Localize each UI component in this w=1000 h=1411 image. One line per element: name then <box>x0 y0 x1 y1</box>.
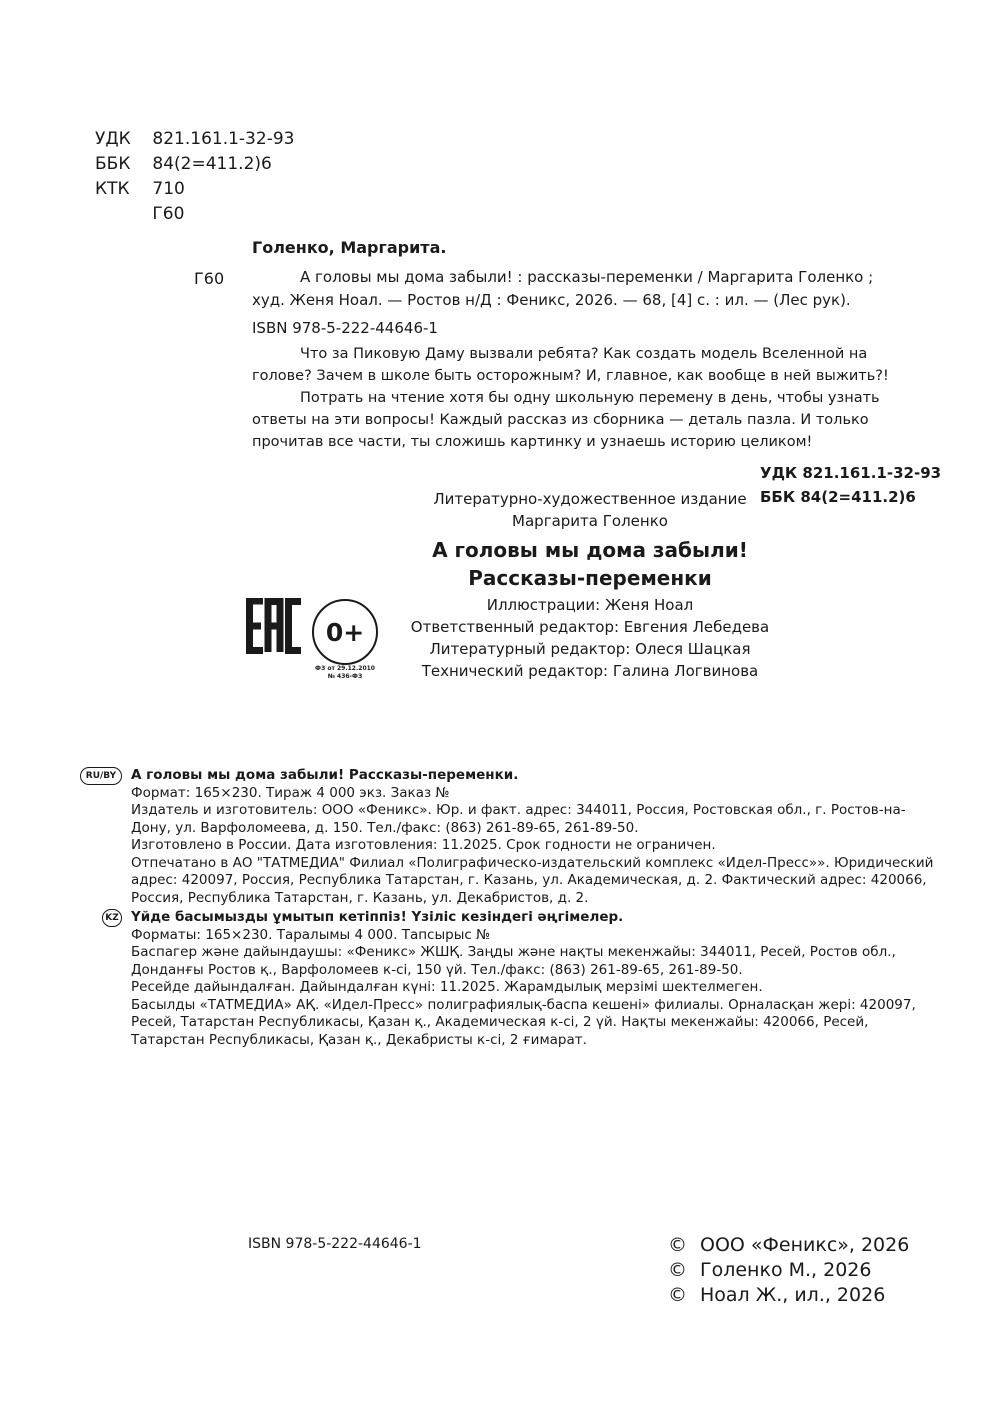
imprint-kz-title: Үйде басымызды ұмытып кетіппіз! Үзіліс кезіндегі әңгімелер. <box>131 909 624 925</box>
bbk-value: 84(2=411.2)6 <box>152 154 272 174</box>
imprint-kz-line: Ресейде дайындалған. Дайындалған күні: 11.2025. Жарамдылық мерзімі шектелмеген. <box>131 979 763 995</box>
description-line-1: А головы мы дома забыли! : рассказы-переменки / Маргарита Голенко ; <box>300 268 874 286</box>
annotation-paragraph-1: Что за Пиковую Даму вызвали ребята? Как создать модель Вселенной на голове? Зачем в школе быть осторожным? И, главное, как вообще в ней выжить?! <box>252 346 889 384</box>
copyright-line <box>668 1233 909 1258</box>
kz-badge: KZ <box>102 909 122 927</box>
annotation-paragraph-2: Потрать на чтение хотя бы одну школьную перемену в день, чтобы узнать ответы на эти вопросы! Каждый рассказ из сборника — деталь пазла. И только прочитав все части, ты сложишь картинку и узнаешь историю целиком! <box>252 390 880 450</box>
imprint-kz-line: Басылды «ТАТМЕДИА» АҚ. «Идел-Пресс» полиграфиялық-баспа кешені» филиалы. Орналасқан жері: 420097, Ресей, Татарстан Республикасы, Қазан қ., Академическая к-сі, 2 үй. Нақты мекенжайы: 420066, Ресей, Татарстан Республикасы, Қазан қ., Декабристы к-сі, 2 ғимарат. <box>131 996 916 1048</box>
cutter-mark: Г60 <box>194 269 225 288</box>
copyright-line <box>668 1258 909 1283</box>
bibliographic-description <box>252 266 912 312</box>
bbk-right: ББК 84(2=411.2)6 <box>760 488 916 506</box>
bbk-key: ББК <box>95 154 131 174</box>
udk-value: 821.161.1-32-93 <box>152 129 295 149</box>
credit-illustrations: Иллюстрации: Женя Ноал <box>486 596 694 614</box>
age-law-line-2: № 436-ФЗ <box>327 673 363 680</box>
edition-title-line-1: А головы мы дома забыли! <box>432 538 748 562</box>
age-rating-badge: 0+ <box>312 599 378 665</box>
copyright-icon: © <box>668 1234 687 1256</box>
credit-responsible-editor: Ответственный редактор: Евгения Лебедева <box>410 618 770 636</box>
udk-row <box>95 127 294 152</box>
eac-mark-icon <box>246 598 304 654</box>
imprint-ru-line: Формат: 165×230. Тираж 4 000 экз. Заказ № <box>131 784 450 801</box>
imprint-kz-line: Баспагер және дайындаушы: «Феникс» ЖШҚ. Заңды және нақты мекенжайы: 344011, Ресей, Ростов обл., Донданғы Ростов қ., Варфоломеев к-сі, 150 үй. Тел./факс: (863) 261-89-65, 261-89-50. <box>131 944 896 978</box>
udk-right: УДК 821.161.1-32-93 <box>760 464 942 482</box>
edition-title-line-2: Рассказы-переменки <box>468 566 712 590</box>
credit-literary-editor: Литературный редактор: Олеся Шацкая <box>429 640 751 658</box>
copyright-icon: © <box>668 1259 687 1281</box>
edition-author: Маргарита Голенко <box>512 512 668 530</box>
bbk-row <box>95 152 294 177</box>
ktk-key: КТК <box>95 179 130 199</box>
age-law-line-1: ФЗ от 29.12.2010 <box>315 665 375 672</box>
copyright-block <box>668 1233 909 1308</box>
author-heading: Голенко, Маргарита. <box>252 238 447 257</box>
imprint-ru-title: А головы мы дома забыли! Рассказы-переменки. <box>131 767 519 783</box>
credits-list <box>380 594 800 682</box>
copyright-icon: © <box>668 1284 687 1306</box>
ktk-value: 710 <box>152 179 185 199</box>
isbn-record: ISBN 978-5-222-44646-1 <box>252 319 438 337</box>
imprint-ru-line: Изготовлено в России. Дата изготовления: 11.2025. Срок годности не ограничен. <box>131 837 716 853</box>
imprint-ru-line: Издатель и изготовитель: ООО «Феникс». Юр. и факт. адрес: 344011, Россия, Ростовская обл., г. Ростов-на-Дону, ул. Варфоломеева, д. 150. Тел./факс: (863) 261-89-65, 261-89-50. <box>131 802 906 836</box>
copyright-author: Голенко М., 2026 <box>700 1259 872 1281</box>
age-law-note <box>312 665 378 681</box>
copyright-illustrator: Ноал Ж., ил., 2026 <box>700 1284 886 1306</box>
cutter-row <box>95 202 294 227</box>
edition-info <box>380 488 800 682</box>
copyright-publisher: ООО «Феникс», 2026 <box>700 1234 910 1256</box>
imprint-kz-line: Форматы: 165×230. Таралымы 4 000. Тапсырыс № <box>131 926 491 943</box>
imprint-ru <box>131 767 941 907</box>
imprint-ru-line: Отпечатано в АО "ТАТМЕДИА" Филиал «Полиграфическо-издательский комплекс «Идел-Пресс»». Юридический адрес: 420097, Россия, Республика Татарстан, г. Казань, ул. Академическая, д. 2. Фактический адрес: 420066, Россия, Республика Татарстан, г. Казань, ул. Декабристов, д. 2. <box>131 854 934 906</box>
copyright-line <box>668 1283 909 1308</box>
imprint-kz <box>131 909 941 1049</box>
credit-technical-editor: Технический редактор: Галина Логвинова <box>421 662 759 680</box>
classification-block <box>95 127 294 227</box>
ktk-row <box>95 177 294 202</box>
cutter-value: Г60 <box>152 204 185 224</box>
edition-type: Литературно-художественное издание <box>433 490 747 508</box>
description-line-2: худ. Женя Ноал. — Ростов н/Д : Феникс, 2026. — 68, [4] с. : ил. — (Лес рук). <box>252 291 851 309</box>
ru-by-badge: RU/BY <box>80 767 122 785</box>
udk-key: УДК <box>95 129 131 149</box>
isbn-footer: ISBN 978-5-222-44646-1 <box>248 1236 422 1252</box>
annotation <box>252 343 917 453</box>
